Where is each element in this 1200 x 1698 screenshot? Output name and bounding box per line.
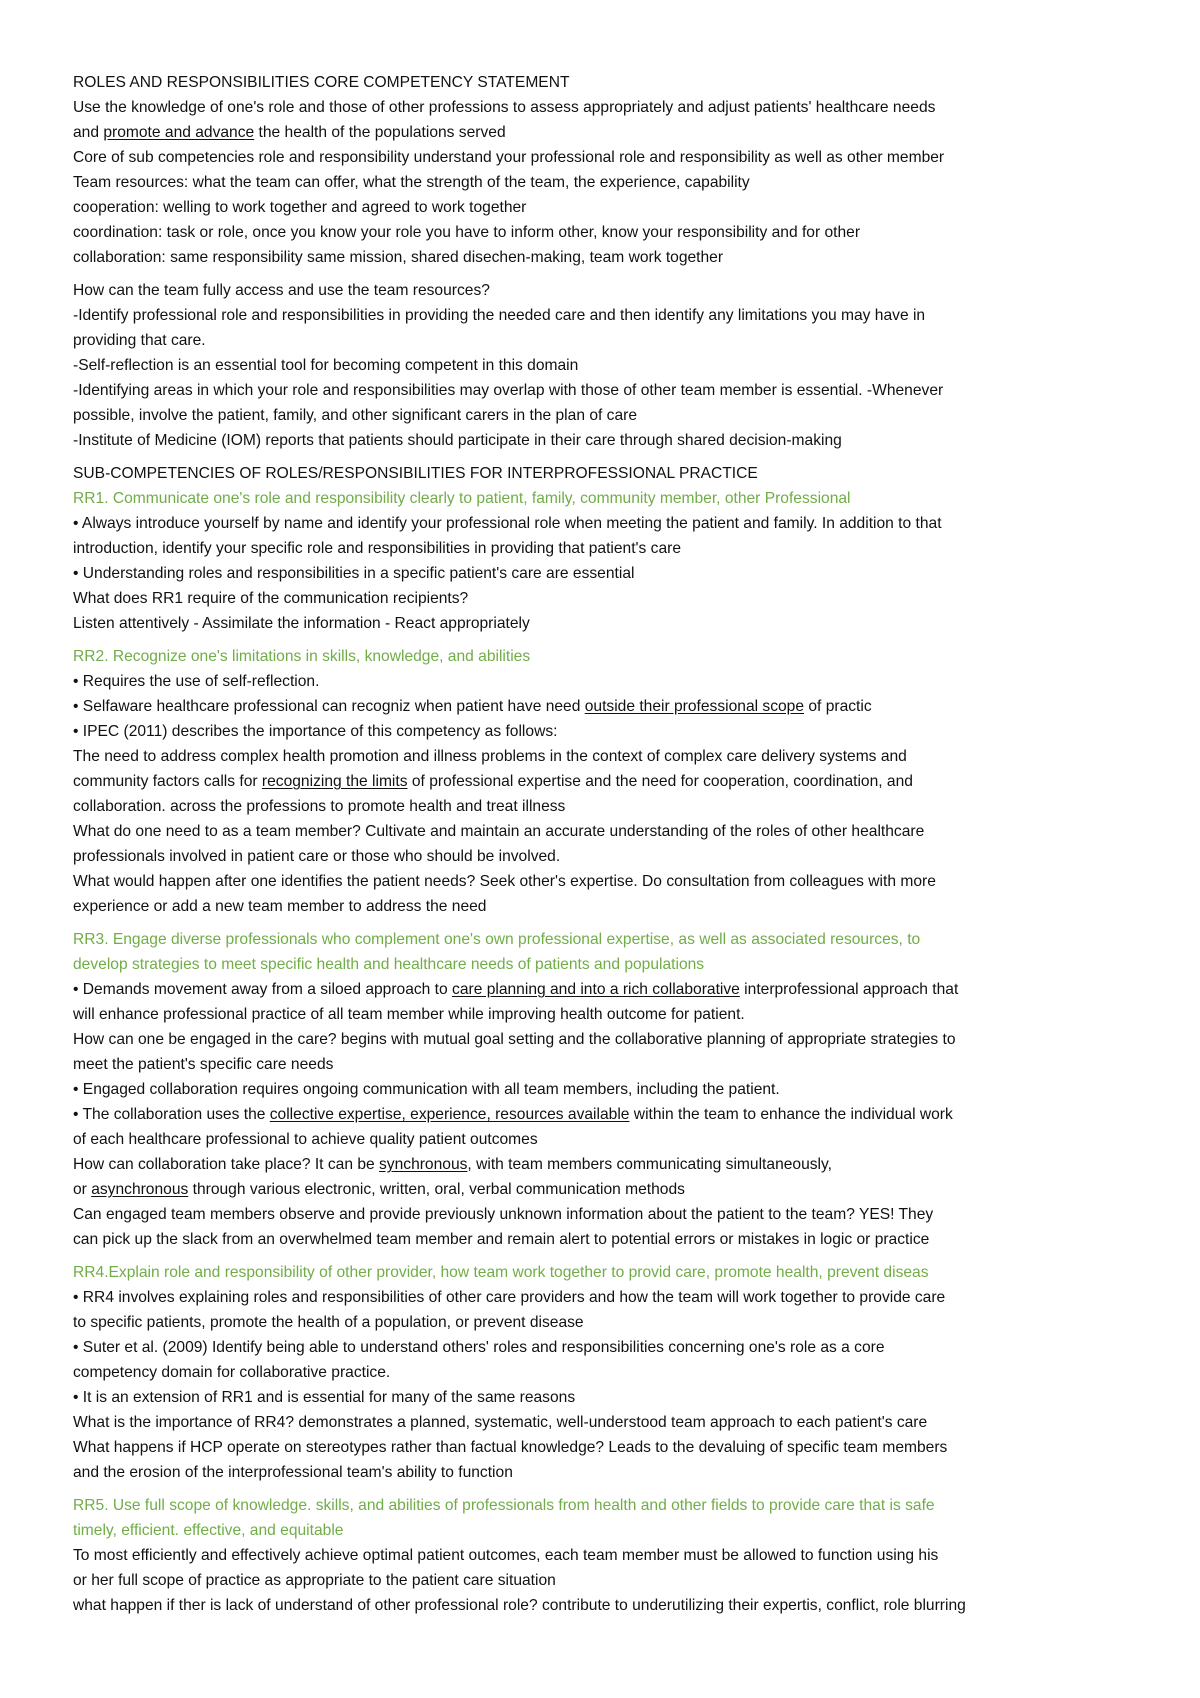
text-line: What would happen after one identifies the patient needs? Seek other's expertise. Do consultation from colleagues with more: [73, 873, 936, 890]
section-rr4: [73, 1260, 1140, 1485]
bullet-line: • Always introduce yourself by name and identify your professional role when meeting the patient and family. In addition to that: [73, 515, 942, 532]
heading-rr1: RR1. Communicate one's role and responsibility clearly to patient, family, community member, other Professional: [73, 490, 851, 507]
text-line: The need to address complex health promotion and illness problems in the context of complex care delivery systems and: [73, 748, 907, 765]
underlined-phrase: recognizing the limits: [261, 773, 408, 790]
bullet-line: • It is an extension of RR1 and is essential for many of the same reasons: [73, 1389, 576, 1406]
text-line: to specific patients, promote the health of a population, or prevent disease: [73, 1314, 584, 1331]
text-line: What do one need to as a team member? Cultivate and maintain an accurate understanding of the roles of other healthcare: [73, 823, 925, 840]
bullet-line: • RR4 involves explaining roles and responsibilities of other care providers and how the team will work together to provide care: [73, 1289, 946, 1306]
text-line: How can collaboration take place? It can be synchronous, with team members communicating simultaneously,: [73, 1156, 832, 1173]
text-line: What is the importance of RR4? demonstrates a planned, systematic, well-understood team approach to each patient's care: [73, 1414, 928, 1431]
section-rr3: [73, 927, 1140, 1252]
text-line: what happen if ther is lack of understand of other professional role? contribute to underutilizing their expertis, conflict, role blurring: [73, 1597, 966, 1614]
heading-rr3: RR3. Engage diverse professionals who complement one's own professional expertise, as well as associated resources, to: [73, 931, 921, 948]
bullet-line: • Suter et al. (2009) Identify being able to understand others' roles and responsibilities concerning one's role as a core: [73, 1339, 885, 1356]
text-line: How can one be engaged in the care? begins with mutual goal setting and the collaborative planning of appropriate strategies to: [73, 1031, 956, 1048]
underlined-phrase: synchronous: [379, 1156, 468, 1173]
text-line: Listen attentively - Assimilate the information - React appropriately: [73, 615, 530, 632]
text-line: professionals involved in patient care or those who should be involved.: [73, 848, 561, 865]
bullet-line: • Understanding roles and responsibilities in a specific patient's care are essential: [73, 565, 635, 582]
section-team-resources: [73, 278, 1140, 453]
section-core-competency: [73, 70, 1140, 270]
text-line: experience or add a new team member to address the need: [73, 898, 487, 915]
underlined-phrase: promote and advance: [103, 124, 255, 141]
heading-rr4: RR4.Explain role and responsibility of other provider, how team work together to provid care, promote health, prevent diseas: [73, 1264, 929, 1281]
question-heading: How can the team fully access and use the team resources?: [73, 282, 490, 299]
underlined-phrase: outside their professional scope: [584, 698, 805, 715]
text-line: community factors calls for recognizing the limits of professional expertise and the need for cooperation, coordination, and: [73, 773, 913, 790]
heading-sub-competencies: SUB-COMPETENCIES OF ROLES/RESPONSIBILITIES FOR INTERPROFESSIONAL PRACTICE: [73, 465, 758, 482]
text-line: Team resources: what the team can offer, what the strength of the team, the experience, capability: [73, 174, 750, 191]
bullet-line: • Selfaware healthcare professional can recogniz when patient have need outside their professional scope of practic: [73, 698, 872, 715]
underlined-phrase: asynchronous: [91, 1181, 189, 1198]
text-line: or her full scope of practice as appropriate to the patient care situation: [73, 1572, 556, 1589]
text-line: What happens if HCP operate on stereotypes rather than factual knowledge? Leads to the devaluing of specific team members: [73, 1439, 948, 1456]
heading-rr5-cont: timely, efficient. effective, and equitable: [73, 1522, 344, 1539]
text-line: Use the knowledge of one's role and those of other professions to assess appropriately and adjust patients' healthcare needs: [73, 99, 936, 116]
section-rr5: [73, 1493, 1140, 1618]
text-line: -Institute of Medicine (IOM) reports that patients should participate in their care through shared decision-making: [73, 432, 842, 449]
text-line: or asynchronous through various electronic, written, oral, verbal communication methods: [73, 1181, 685, 1198]
section-rr2: [73, 644, 1140, 919]
bullet-line: • Demands movement away from a siloed approach to care planning and into a rich collaborative interprofessional approach that: [73, 981, 959, 998]
text-line: providing that care.: [73, 332, 206, 349]
text-line: coordination: task or role, once you know your role you have to inform other, know your responsibility and for other: [73, 224, 861, 241]
heading-core-competency: ROLES AND RESPONSIBILITIES CORE COMPETENCY STATEMENT: [73, 74, 570, 91]
text-line: What does RR1 require of the communication recipients?: [73, 590, 469, 607]
text-line: possible, involve the patient, family, and other significant carers in the plan of care: [73, 407, 637, 424]
text-line: cooperation: welling to work together and agreed to work together: [73, 199, 527, 216]
text-line: To most efficiently and effectively achieve optimal patient outcomes, each team member must be allowed to function using his: [73, 1547, 939, 1564]
text-line: -Identifying areas in which your role and responsibilities may overlap with those of other team member is essential. -Whenever: [73, 382, 944, 399]
text-line: introduction, identify your specific role and responsibilities in providing that patient's care: [73, 540, 681, 557]
section-rr1: [73, 461, 1140, 636]
text-line: competency domain for collaborative practice.: [73, 1364, 391, 1381]
text-line: -Self-reflection is an essential tool for becoming competent in this domain: [73, 357, 579, 374]
bullet-line: • Requires the use of self-reflection.: [73, 673, 320, 690]
text-line: Core of sub competencies role and responsibility understand your professional role and responsibility as well as other member: [73, 149, 945, 166]
bullet-line: • The collaboration uses the collective expertise, experience, resources available within the team to enhance the individual work: [73, 1106, 953, 1123]
bullet-line: • IPEC (2011) describes the importance of this competency as follows:: [73, 723, 558, 740]
text-line: collaboration. across the professions to promote health and treat illness: [73, 798, 566, 815]
underlined-phrase: care planning and into a rich collaborative: [452, 981, 740, 998]
heading-rr3-cont: develop strategies to meet specific health and healthcare needs of patients and populations: [73, 956, 705, 973]
text-line: and the erosion of the interprofessional team's ability to function: [73, 1464, 513, 1481]
text-line: -Identify professional role and responsibilities in providing the needed care and then identify any limitations you may have in: [73, 307, 926, 324]
text-line: and promote and advance the health of the populations served: [73, 124, 506, 141]
bullet-line: • Engaged collaboration requires ongoing communication with all team members, including the patient.: [73, 1081, 780, 1098]
text-line: collaboration: same responsibility same mission, shared disechen-making, team work together: [73, 249, 724, 266]
text-line: meet the patient's specific care needs: [73, 1056, 334, 1073]
text-line: of each healthcare professional to achieve quality patient outcomes: [73, 1131, 538, 1148]
text-line: Can engaged team members observe and provide previously unknown information about the patient to the team? YES! They: [73, 1206, 934, 1223]
text-line: can pick up the slack from an overwhelmed team member and remain alert to potential errors or mistakes in logic or practice: [73, 1231, 930, 1248]
heading-rr5: RR5. Use full scope of knowledge. skills, and abilities of professionals from health and other fields to provide care that is safe: [73, 1497, 935, 1514]
underlined-phrase: collective expertise, experience, resources available: [269, 1106, 630, 1123]
heading-rr2: RR2. Recognize one's limitations in skills, knowledge, and abilities: [73, 648, 531, 665]
text-line: will enhance professional practice of all team member while improving health outcome for patient.: [73, 1006, 745, 1023]
